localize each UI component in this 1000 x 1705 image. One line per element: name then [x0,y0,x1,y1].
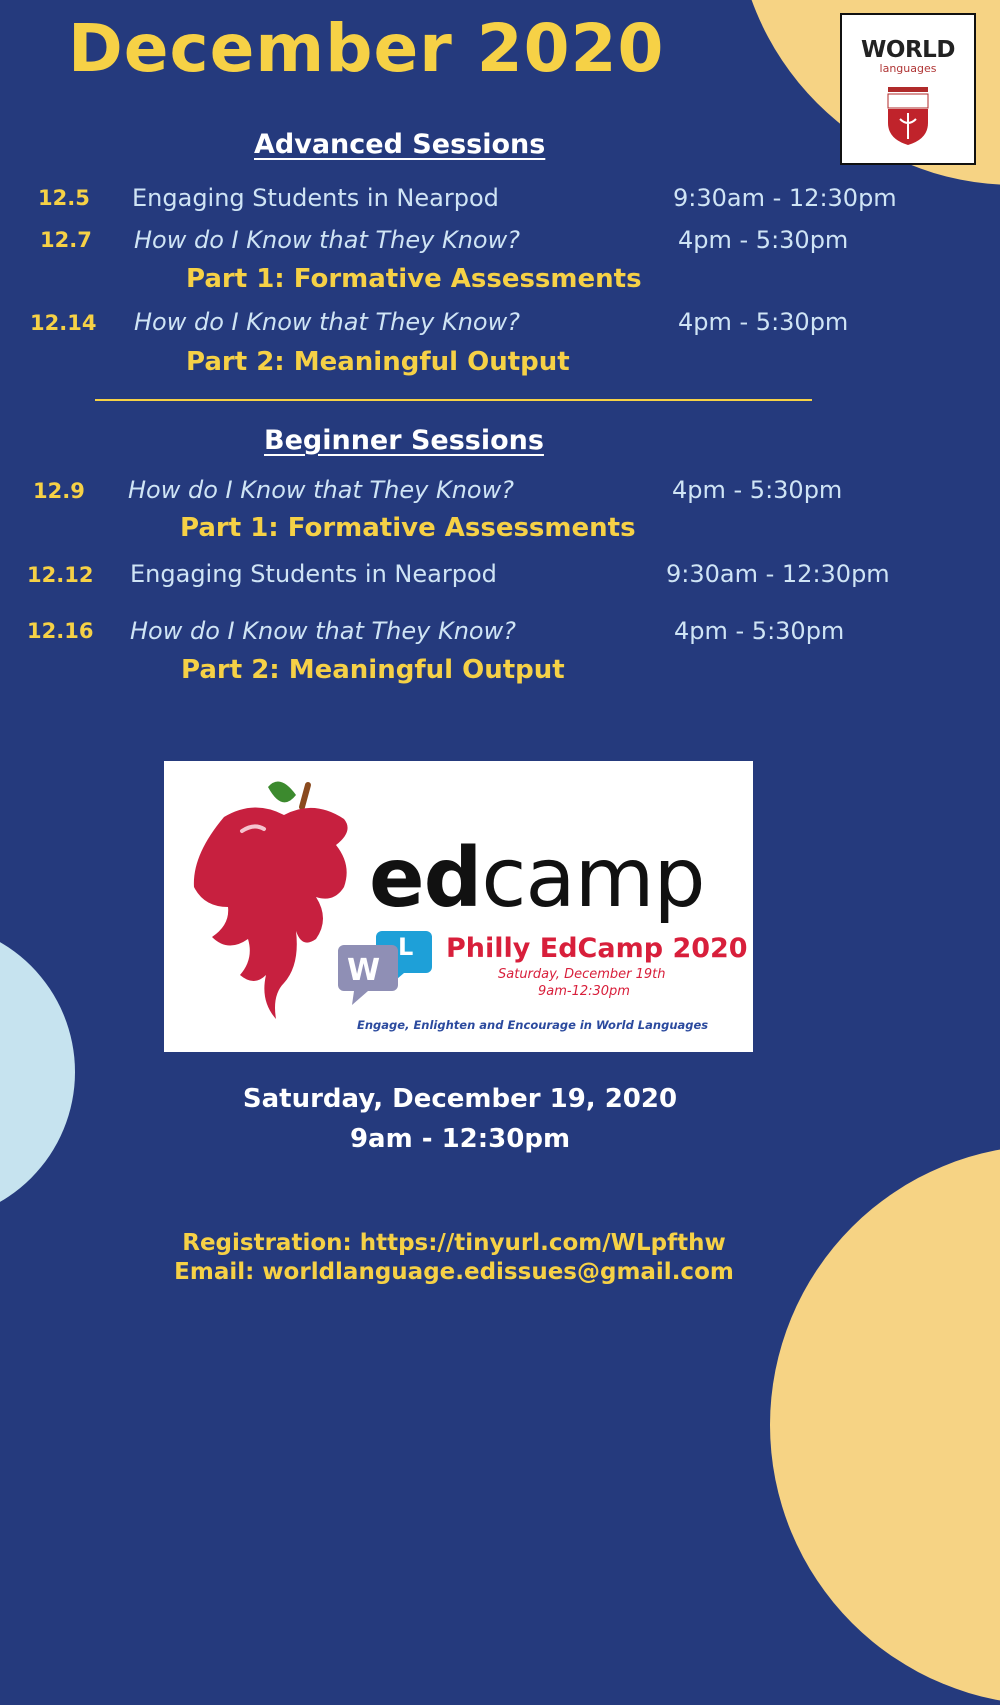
bubble-w-label: W [347,953,381,988]
edcamp-time-line: 9am-12:30pm [538,984,630,999]
session-title: How do I Know that They Know? [128,476,514,504]
decor-circle-left [0,922,75,1222]
session-date: 12.7 [40,228,92,252]
session-date: 12.9 [33,479,85,503]
session-date: 12.14 [30,311,97,335]
contact-email[interactable]: Email: worldlanguage.edissues@gmail.com [174,1259,734,1285]
session-date: 12.16 [27,619,94,643]
session-time: 4pm - 5:30pm [678,308,849,336]
session-part: Part 2: Meaningful Output [186,347,570,377]
edcamp-date-line: Saturday, December 19th [498,967,666,982]
session-part: Part 1: Formative Assessments [180,513,636,543]
event-time: 9am - 12:30pm [349,1124,571,1154]
apple-icon [184,769,374,1049]
session-time: 4pm - 5:30pm [674,617,845,645]
page-title: December 2020 [68,10,665,87]
session-title: How do I Know that They Know? [130,617,516,645]
edcamp-event-name: Philly EdCamp 2020 [446,933,748,964]
edcamp-wordmark [369,831,705,926]
beginner-sessions-heading: Beginner Sessions [264,425,544,456]
edcamp-banner [164,761,753,1052]
session-part: Part 2: Meaningful Output [181,655,565,685]
session-time: 9:30am - 12:30pm [673,184,897,212]
world-logo-wordmark: WORLD [861,37,955,63]
edcamp-word-bold: ed [369,831,482,926]
world-languages-logo [840,13,976,165]
edcamp-word-rest: camp [481,831,705,926]
session-time: 4pm - 5:30pm [678,226,849,254]
decor-circle-bottom-right [770,1145,1000,1705]
session-time: 9:30am - 12:30pm [666,560,890,588]
world-logo-subtitle: languages [879,62,937,75]
bubble-l-label: L [398,933,414,961]
session-part: Part 1: Formative Assessments [186,264,642,294]
session-title: How do I Know that They Know? [134,226,520,254]
session-title: Engaging Students in Nearpod [132,184,499,212]
session-date: 12.12 [27,563,94,587]
edcamp-tagline: Engage, Enlighten and Encourage in World Languages [357,1018,709,1032]
registration-link[interactable]: Registration: https://tinyurl.com/WLpfthw [182,1230,726,1256]
event-date: Saturday, December 19, 2020 [242,1084,678,1114]
section-divider [95,399,812,401]
session-title: How do I Know that They Know? [134,308,520,336]
pft-seal-icon [885,85,931,147]
session-date: 12.5 [38,186,90,210]
session-title: Engaging Students in Nearpod [130,560,497,588]
session-time: 4pm - 5:30pm [672,476,843,504]
advanced-sessions-heading: Advanced Sessions [254,129,546,160]
